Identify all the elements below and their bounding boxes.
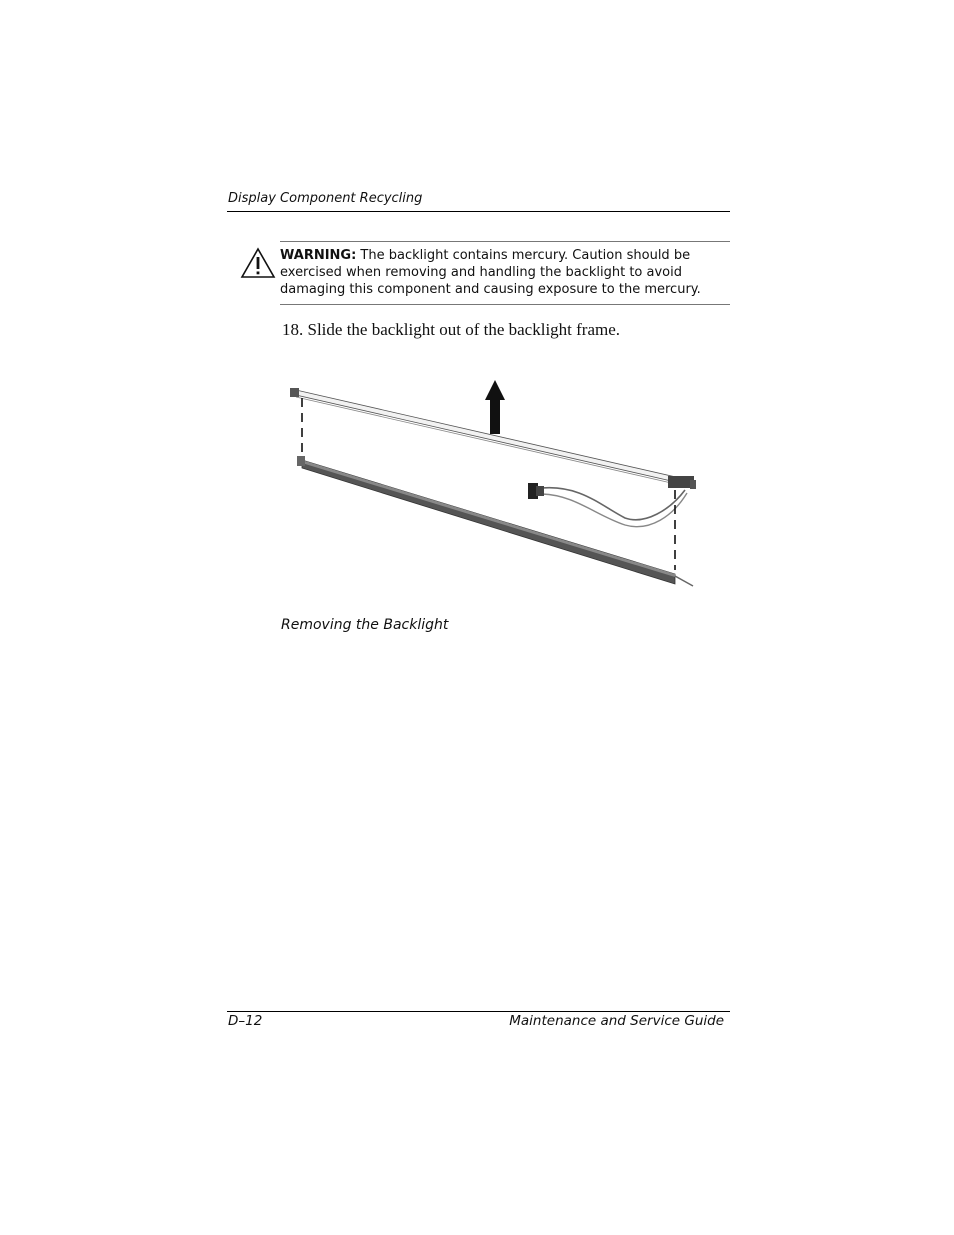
step-18-instruction: 18. Slide the backlight out of the backlight frame. (282, 320, 621, 339)
warning-bottom-rule (280, 304, 730, 305)
guide-title: Maintenance and Service Guide (509, 1013, 724, 1029)
warning-label: WARNING: (280, 248, 357, 263)
header-rule (227, 211, 730, 212)
page-number: D–12 (228, 1013, 263, 1029)
footer-rule (227, 1011, 730, 1012)
up-arrow-icon (485, 380, 505, 434)
backlight-cable (528, 483, 687, 527)
running-header: Display Component Recycling (228, 191, 423, 206)
warning-triangle-icon (240, 247, 276, 279)
figure-caption: Removing the Backlight (281, 617, 449, 633)
backlight-removal-illustration (280, 370, 710, 600)
warning-top-rule (280, 241, 730, 242)
warning-body: The backlight contains mercury. Caution should be exercised when removing and handling the backlight to avoid damaging this component and causing exposure to the mercury. (280, 248, 701, 297)
warning-message (280, 247, 730, 298)
backlight-frame (297, 456, 693, 586)
